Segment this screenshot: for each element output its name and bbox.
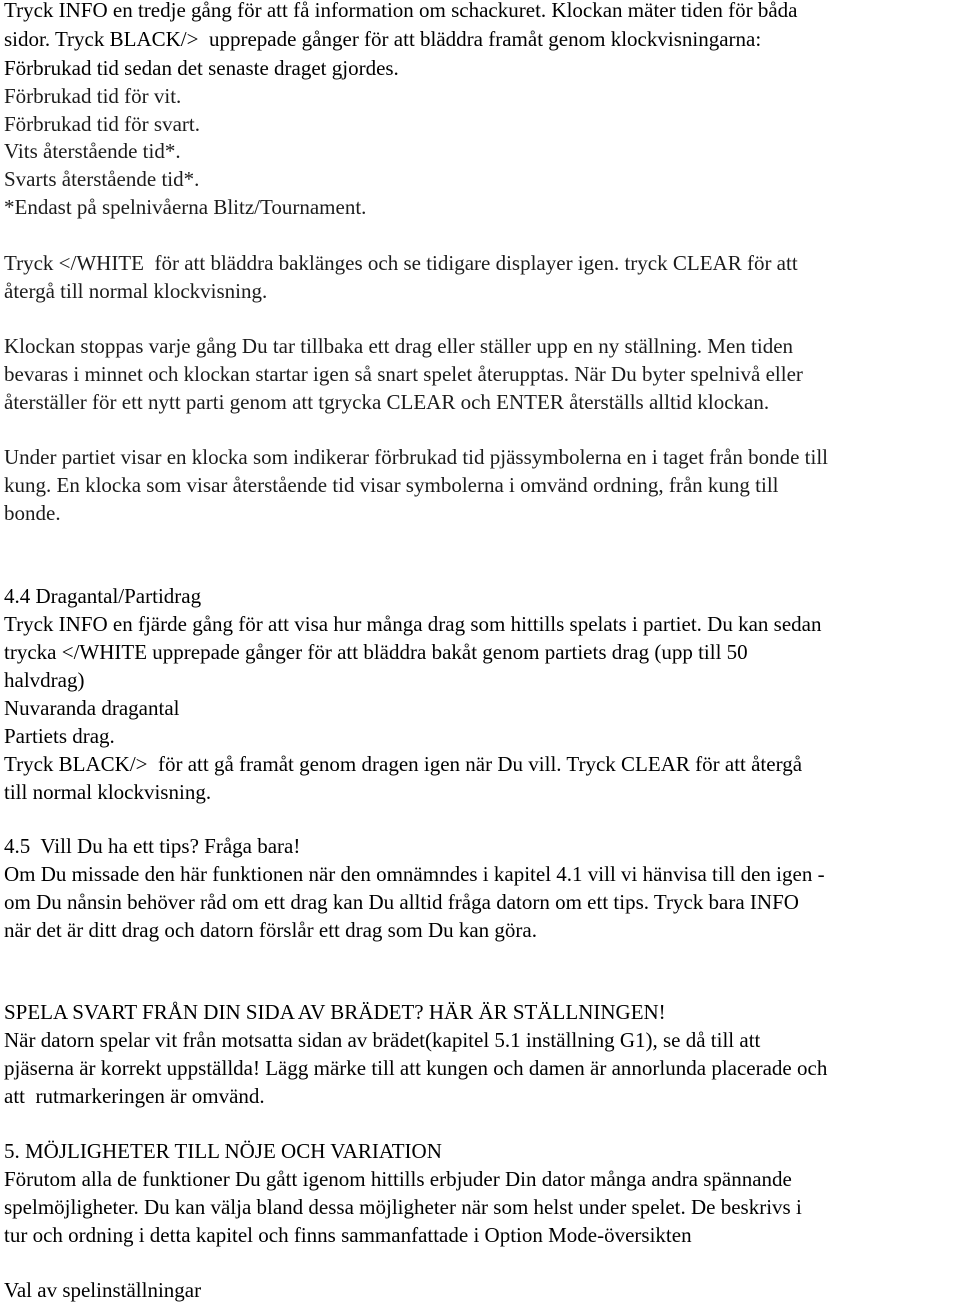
text-line: till normal klockvisning.	[4, 780, 212, 804]
text-line: *Endast på spelnivåerna Blitz/Tournament.	[4, 195, 367, 219]
text-line: kung. En klocka som visar återstående tid visar symbolerna i omvänd ordning, från kung till	[4, 473, 779, 497]
text-line: Om Du missade den här funktionen när den omnämndes i kapitel 4.1 vill vi hänvisa till den igen -	[4, 862, 825, 886]
text-line: Tryck INFO en tredje gång för att få information om schackuret. Klockan mäter tiden för båda	[4, 0, 798, 22]
text-line: spelmöjligheter. Du kan välja bland dessa möjligheter när som helst under spelet. De beskrivs i	[4, 1195, 802, 1219]
text-line: halvdrag)	[4, 668, 85, 692]
text-line: bonde.	[4, 501, 61, 525]
text-line: återgå till normal klockvisning.	[4, 279, 268, 303]
text-line: Klockan stoppas varje gång Du tar tillbaka ett drag eller ställer upp en ny ställning. Men tiden	[4, 334, 794, 358]
section-heading: 4.4 Dragantal/Partidrag	[4, 584, 202, 608]
text-line: trycka </WHITE upprepade gånger för att bläddra bakåt genom partiets drag (upp till 50	[4, 640, 748, 664]
text-line: att rutmarkeringen är omvänd.	[4, 1084, 265, 1108]
section-heading: Val av spelinställningar	[4, 1278, 202, 1302]
text-line: Förbrukad tid för svart.	[4, 112, 200, 136]
text-line: pjäserna är korrekt uppställda! Lägg märke till att kungen och damen är annorlunda placerade och	[4, 1056, 828, 1080]
text-line: Förutom alla de funktioner Du gått igenom hittills erbjuder Din dator många andra spännande	[4, 1167, 792, 1191]
text-line: Partiets drag.	[4, 724, 115, 748]
text-line: Nuvaranda dragantal	[4, 696, 180, 720]
text-line: Vits återstående tid*.	[4, 139, 181, 163]
text-line: sidor. Tryck BLACK/> upprepade gånger för att bläddra framåt genom klockvisningarna:	[4, 27, 762, 51]
text-line: När datorn spelar vit från motsatta sidan av brädet(kapitel 5.1 inställning G1), se då till att	[4, 1028, 761, 1052]
section-heading: SPELA SVART FRÅN DIN SIDA AV BRÄDET? HÄR ÄR STÄLLNINGEN!	[4, 1000, 666, 1024]
text-line: Tryck INFO en fjärde gång för att visa hur många drag som hittills spelats i partiet. Du kan sedan	[4, 612, 822, 636]
text-line: bevaras i minnet och klockan startar igen så snart spelet återupptas. När Du byter spelnivå eller	[4, 362, 803, 386]
text-line: Tryck </WHITE för att bläddra baklänges och se tidigare displayer igen. tryck CLEAR för att	[4, 251, 798, 275]
text-line: Svarts återstående tid*.	[4, 167, 200, 191]
text-line: Tryck BLACK/> för att gå framåt genom dragen igen när Du vill. Tryck CLEAR för att återgå	[4, 752, 803, 776]
text-line: om Du nånsin behöver råd om ett drag kan Du alltid fråga datorn om ett tips. Tryck bara INFO	[4, 890, 799, 914]
text-line: återställer för ett nytt parti genom att tgrycka CLEAR och ENTER återställs alltid klockan.	[4, 390, 770, 414]
text-line: Förbrukad tid sedan det senaste draget gjordes.	[4, 56, 399, 80]
text-line: Under partiet visar en klocka som indikerar förbrukad tid pjässymbolerna en i taget från bonde till	[4, 445, 828, 469]
section-heading: 5. MÖJLIGHETER TILL NÖJE OCH VARIATION	[4, 1139, 442, 1163]
text-line: Förbrukad tid för vit.	[4, 84, 182, 108]
text-line: när det är ditt drag och datorn förslår ett drag som Du kan göra.	[4, 918, 537, 942]
section-heading: 4.5 Vill Du ha ett tips? Fråga bara!	[4, 834, 301, 858]
text-line: tur och ordning i detta kapitel och finns sammanfattade i Option Mode-översikten	[4, 1223, 692, 1247]
